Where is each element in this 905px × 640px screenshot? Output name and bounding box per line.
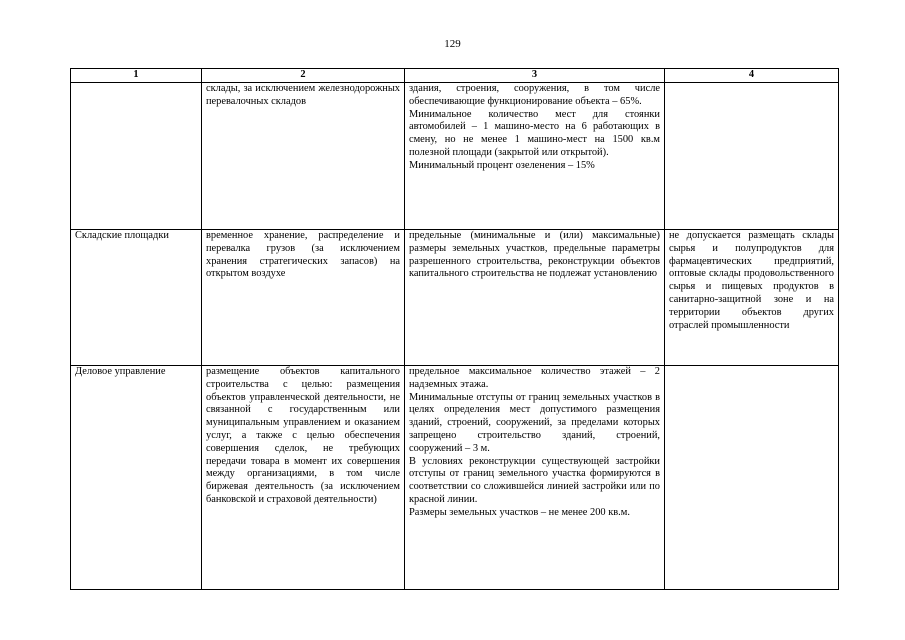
cell-paragraph: размещение объектов капитального строительства с целью: размещения объектов управленческой деятельности, не связанной с государственным или муниципальным управлением и оказанием услуг, а также с целью обеспечения совершения сделок, не требующих передачи товара в момент их совершения между организациями, в том числе биржевая деятельность (за исключением банковской и страховой деятельности) — [206, 366, 400, 505]
cell-paragraph: предельное максимальное количество этажей – 2 надземных этажа. — [409, 366, 660, 390]
cell-paragraph: Деловое управление — [75, 366, 166, 377]
parameters-cell — [405, 230, 665, 366]
cell-paragraph: Минимальные отступы от границ земельных участков в целях определения мест допустимого размещения зданий, строений, сооружений, за пределами которых запрещено строительство зданий, строений, сооружений – 3 м. — [409, 391, 660, 454]
parameters-cell — [405, 366, 665, 590]
use-description-cell — [202, 366, 405, 590]
use-type-cell — [71, 366, 202, 590]
use-type-cell — [71, 83, 202, 230]
restrictions-cell — [665, 83, 839, 230]
use-description-cell — [202, 230, 405, 366]
cell-paragraph: не допускается размещать склады сырья и полупродуктов для фармацевтических предприятий, оптовые склады продовольственного сырья и пищевых продуктов в санитарно-защитной зоне и на территории объектов других отраслей промышленности — [669, 230, 834, 331]
table-row — [71, 366, 839, 590]
cell-paragraph: Минимальный процент озеленения – 15% — [409, 159, 595, 171]
cell-paragraph: склады, за исключением железнодорожных перевалочных складов — [206, 83, 400, 107]
regulations-table — [70, 68, 839, 590]
page-number: 129 — [444, 38, 461, 50]
table-row — [71, 230, 839, 366]
table-row — [71, 83, 839, 230]
cell-paragraph: Размеры земельных участков – не менее 200 кв.м. — [409, 506, 630, 518]
parameters-cell — [405, 83, 665, 230]
table-header-row — [71, 69, 839, 83]
cell-paragraph: предельные (минимальные и (или) максимальные) размеры земельных участков, предельные параметры разрешенного строительства, реконструкции объектов капитального строительства не подлежат установлению — [409, 230, 660, 280]
restrictions-cell — [665, 366, 839, 590]
column-header-1: 1 — [71, 69, 202, 83]
cell-paragraph: Складские площадки — [75, 230, 169, 241]
cell-paragraph: здания, строения, сооружения, в том числе обеспечивающие функционирование объекта – 65%. — [409, 83, 660, 107]
cell-paragraph: Минимальное количество мест для стоянки автомобилей – 1 машино-место на 6 работающих в смену, но не менее 1 машино-мест на 1500 кв.м полезной площади (закрытой или открытой). — [409, 108, 660, 158]
cell-paragraph: В условиях реконструкции существующей застройки отступы от границ земельного участка формируются в соответствии со сложившейся линией застройки или по красной линии. — [409, 455, 660, 505]
use-description-cell — [202, 83, 405, 230]
use-type-cell — [71, 230, 202, 366]
restrictions-cell — [665, 230, 839, 366]
column-header-3: 3 — [405, 69, 665, 83]
cell-paragraph: временное хранение, распределение и перевалка грузов (за исключением хранения стратегических запасов) на открытом воздухе — [206, 230, 400, 280]
column-header-4: 4 — [665, 69, 839, 83]
column-header-2: 2 — [202, 69, 405, 83]
